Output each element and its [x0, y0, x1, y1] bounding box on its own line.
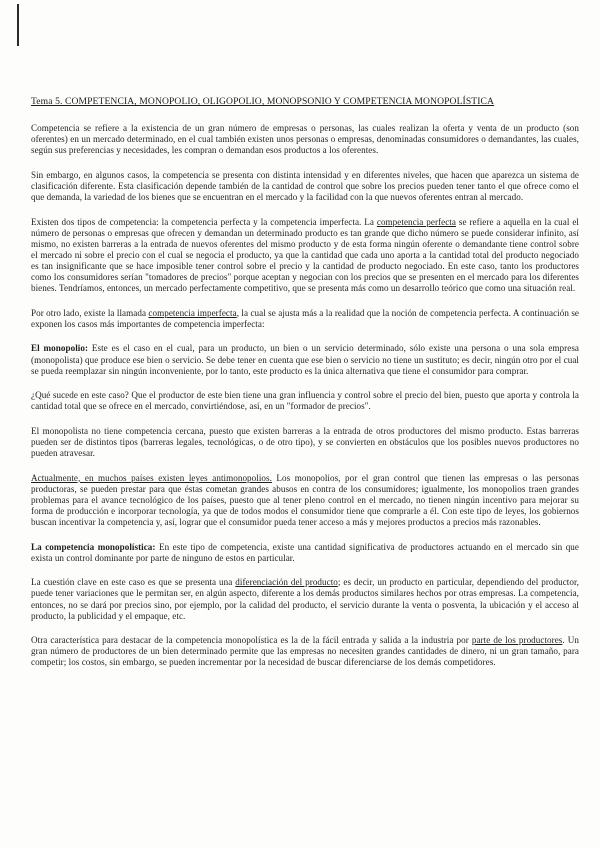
- text-segment: , la cual se ajusta más a la realidad que la noción de competencia perfecta. A continuación se exponen los casos más importantes de competencia imperfecta:: [31, 307, 579, 329]
- text-segment: se refiere a aquella en la cual el número de personas o empresas que ofrecen y demandan un determinado producto es tan grande que dicho número se puede considerar infinito, así mismo, no existen barreras a la entrada de nuevos oferentes del mismo producto y de esta forma ningún oferente o demandante tiene control sobre el mercado ni sobre el precio con el cual se negocia el producto, ya que la cantidad que cada uno aporta a la cantidad total del producto negociado es tan insignificante que se hace imposible tener control sobre el precio y la cantidad de producto negociado. En este caso, tanto los productores como los consumidores serían "tomadores de precios" porque aceptan y negocian con los precios que se presenten en el mercado para los diferentes bienes. Tendríamos, entonces, un mercado perfectamente competitivo, que se presenta más como un desarrollo teórico que como una situación real.: [31, 216, 580, 294]
- term-competencia-imperfecta: competencia imperfecta: [148, 307, 237, 318]
- text-segment: La cuestión clave en este caso es que se presenta una: [31, 577, 236, 588]
- term-leyes-antimonopolio: Actualmente, en muchos países existen leyes antimonopolios.: [31, 472, 272, 483]
- term-diferenciacion-producto: diferenciación del producto: [235, 577, 338, 588]
- term-competencia-monopolistica: La competencia monopolística:: [31, 541, 156, 552]
- paragraph-competencia-imperfecta: [31, 308, 579, 330]
- paragraph-niveles-competencia: Sin embargo, en algunos casos, la competencia se presenta con distinta intensidad y en diferentes niveles, que hacen que aparezca un sistema de clasificación diferente. Esta clasificación depende también de la cantidad de control que sobre los precios pueden tener tanto el que ofrece como el que demanda, la variedad de los bienes que se encuentran en el mercado y la facilidad con la que nuevos oferentes entran al mercado.: [31, 169, 579, 202]
- text-segment: En este tipo de competencia, existe una cantidad significativa de productores actuando en el mercado sin que exista un control dominante por parte de ninguno de estos en particular.: [31, 541, 579, 563]
- term-competencia-perfecta: competencia perfecta: [376, 216, 456, 227]
- paragraph-monopolio: [31, 343, 579, 376]
- text-segment: Por otro lado, existe la llamada: [31, 307, 149, 318]
- paragraph-competencia-monopolistica: [31, 542, 579, 564]
- term-parte-productores: parte de los productores: [471, 635, 563, 646]
- text-segment: Otra característica para destacar de la competencia monopolística es la de la fácil entrada y salida a la industria por: [31, 635, 472, 646]
- margin-line: [17, 4, 19, 46]
- paragraph-leyes-antimonopolio: [31, 473, 579, 528]
- paragraph-barreras-entrada: El monopolista no tiene competencia cercana, puesto que existen barreras a la entrada de otros productores del mismo producto. Estas barreras pueden ser de distintos tipos (barreras legales, tecnológicas, o de otro tipo), y se convierten en obstáculos que los posibles nuevos productores no pueden atravesar.: [31, 425, 579, 459]
- paragraph-diferenciacion-producto: [31, 577, 579, 621]
- text-segment: ; es decir, un producto en particular, dependiendo del productor, puede tener variaciones que le permitan ser, en algún aspecto, diferente a los demás productos similares hechos por otras empresas. La competencia, entonces, no se dará por precios sino, por ejemplo, por la calidad del producto, el servicio durante la venta o posventa, la ubicación y el acceso al producto, la publicidad y el empaque, etc.: [31, 577, 580, 621]
- paragraph-facil-entrada: [31, 635, 579, 668]
- text-segment: . Un gran número de productores de un bien determinado permite que las empresas no necesiten grandes cantidades de dinero, ni un gran tamaño, para competir; los costos, sin embargo, se pueden incrementar por la necesidad de buscar diferenciarse de los demás competidores.: [31, 635, 579, 668]
- document-body: [31, 96, 579, 682]
- text-segment: Existen dos tipos de competencia: la competencia perfecta y la competencia imperfecta. La: [31, 216, 377, 227]
- paragraph-competencia-perfecta: [31, 217, 579, 295]
- paragraph-competencia-definicion: Competencia se refiere a la existencia de un gran número de empresas o personas, las cuales realizan la oferta y venta de un producto (son oferentes) en un mercado determinado, en el cual también existen unos personas o empresas, denominadas consumidores o demandantes, las cuales, según sus preferencias y necesidades, les compran o demandan esos productos a los oferentes.: [31, 123, 579, 156]
- term-monopolio: El monopolio:: [31, 343, 89, 354]
- paragraph-formador-precios: ¿Qué sucede en este caso? Que el productor de este bien tiene una gran influencia y control sobre el precio del bien, puesto que aporta y controla la cantidad total que se ofrece en el mercado, convirtiéndose, así, en un "formador de precios".: [31, 390, 579, 412]
- page-title: Tema 5. COMPETENCIA, MONOPOLIO, OLIGOPOLIO, MONOPSONIO Y COMPETENCIA MONOPOLÍSTICA: [31, 96, 495, 107]
- text-segment: Este es el caso en el cual, para un producto, un bien o un servicio determinado, sólo existe una persona o una sola empresa (monopolista) que produce ese bien o servicio. Se debe tener en cuenta que ese bien o servicio no tiene un sustituto; es decir, ningún otro por el cual se pueda reemplazar sin ningún inconveniente, por lo tanto, este producto es la única alternativa que tiene el consumidor para comprar.: [31, 343, 579, 376]
- text-segment: Los monopolios, por el gran control que tienen las empresas o las personas productoras, se pueden prestar para que éstas cometan grandes abusos en contra de los consumidores; igualmente, los monopolios traen grandes problemas para el avance tecnológico de los países, puesto que al tener pleno control en el mercado, no tienen ningún incentivo para mejorar su forma de producción e incorporar tecnología, ya que de todos modos el consumidor tiene que comprarle a él. Con este tipo de leyes, los gobiernos buscan incentivar la competencia y, así, lograr que el consumidor pueda tener acceso a más y mejores productos a precios más razonables.: [31, 472, 579, 528]
